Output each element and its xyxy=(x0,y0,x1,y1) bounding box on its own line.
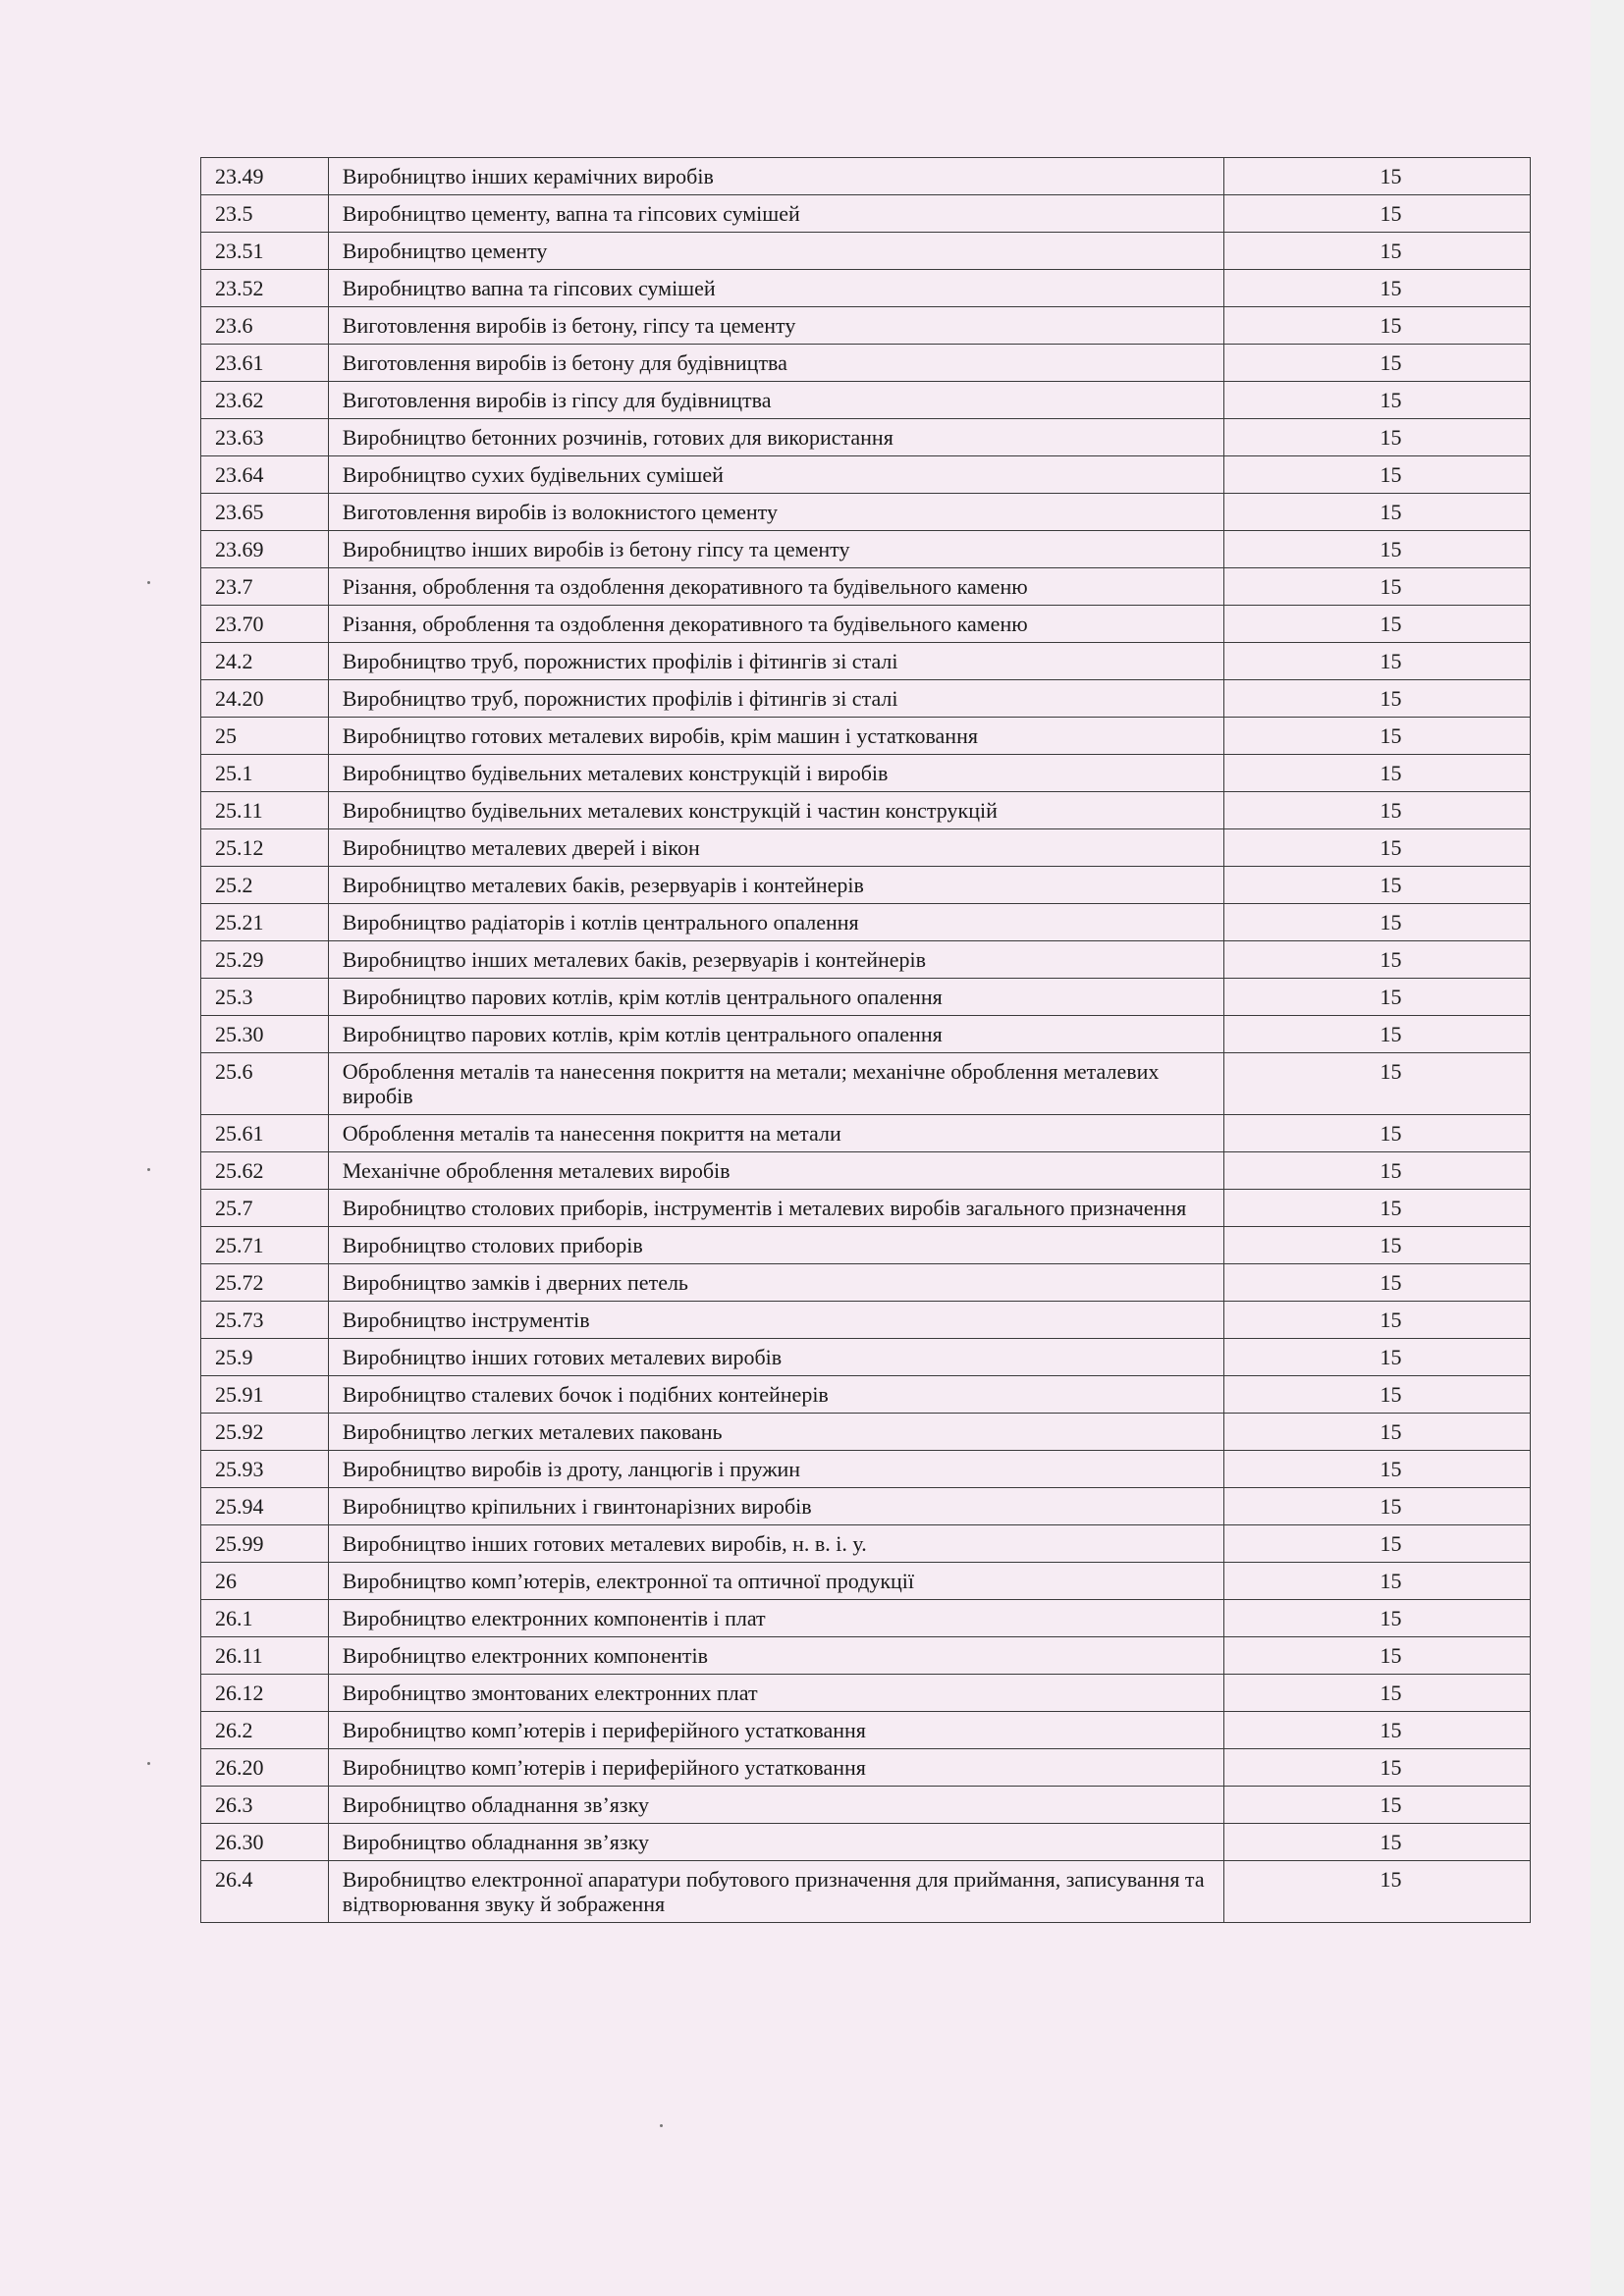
rate-cell: 15 xyxy=(1223,1563,1530,1600)
code-cell: 26.4 xyxy=(201,1861,329,1923)
table-row xyxy=(201,1190,1531,1227)
name-cell: Виробництво інших готових металевих виробів, н. в. і. у. xyxy=(328,1525,1223,1563)
name-cell: Виробництво інших металевих баків, резервуарів і контейнерів xyxy=(328,941,1223,979)
table-row xyxy=(201,606,1531,643)
name-cell: Виробництво бетонних розчинів, готових для використання xyxy=(328,419,1223,456)
name-cell: Виробництво обладнання зв’язку xyxy=(328,1824,1223,1861)
scan-speck xyxy=(147,581,150,584)
code-cell: 23.6 xyxy=(201,307,329,345)
table-row xyxy=(201,1376,1531,1414)
name-cell: Виробництво інших готових металевих виробів xyxy=(328,1339,1223,1376)
table-row xyxy=(201,718,1531,755)
code-cell: 26.3 xyxy=(201,1787,329,1824)
rate-cell: 15 xyxy=(1223,531,1530,568)
rate-cell: 15 xyxy=(1223,941,1530,979)
table-row xyxy=(201,1787,1531,1824)
rate-cell: 15 xyxy=(1223,1227,1530,1264)
name-cell: Виготовлення виробів із волокнистого цементу xyxy=(328,494,1223,531)
code-cell: 23.49 xyxy=(201,158,329,195)
rate-cell: 15 xyxy=(1223,270,1530,307)
code-cell: 26.1 xyxy=(201,1600,329,1637)
table-row xyxy=(201,1712,1531,1749)
rate-cell: 15 xyxy=(1223,1414,1530,1451)
code-cell: 25.71 xyxy=(201,1227,329,1264)
table-row xyxy=(201,1227,1531,1264)
name-cell: Виробництво труб, порожнистих профілів і фітингів зі сталі xyxy=(328,643,1223,680)
rate-cell: 15 xyxy=(1223,680,1530,718)
code-cell: 25.11 xyxy=(201,792,329,829)
code-cell: 25.72 xyxy=(201,1264,329,1302)
name-cell: Виробництво сталевих бочок і подібних контейнерів xyxy=(328,1376,1223,1414)
code-cell: 26.11 xyxy=(201,1637,329,1675)
rate-cell: 15 xyxy=(1223,568,1530,606)
activity-codes-table xyxy=(200,157,1531,1923)
rate-cell: 15 xyxy=(1223,456,1530,494)
rate-cell: 15 xyxy=(1223,419,1530,456)
name-cell: Виробництво сухих будівельних сумішей xyxy=(328,456,1223,494)
table-row xyxy=(201,1339,1531,1376)
table-row xyxy=(201,233,1531,270)
rate-cell: 15 xyxy=(1223,1712,1530,1749)
table-row xyxy=(201,494,1531,531)
scan-speck xyxy=(147,1168,150,1171)
code-cell: 26.30 xyxy=(201,1824,329,1861)
rate-cell: 15 xyxy=(1223,606,1530,643)
name-cell: Виробництво цементу, вапна та гіпсових сумішей xyxy=(328,195,1223,233)
table-row xyxy=(201,979,1531,1016)
rate-cell: 15 xyxy=(1223,382,1530,419)
code-cell: 25.7 xyxy=(201,1190,329,1227)
name-cell: Виробництво столових приборів xyxy=(328,1227,1223,1264)
rate-cell: 15 xyxy=(1223,829,1530,867)
rate-cell: 15 xyxy=(1223,195,1530,233)
code-cell: 25.30 xyxy=(201,1016,329,1053)
name-cell: Виробництво радіаторів і котлів центрального опалення xyxy=(328,904,1223,941)
table-row xyxy=(201,829,1531,867)
rate-cell: 15 xyxy=(1223,1861,1530,1923)
rate-cell: 15 xyxy=(1223,1637,1530,1675)
code-cell: 25.21 xyxy=(201,904,329,941)
name-cell: Виробництво вапна та гіпсових сумішей xyxy=(328,270,1223,307)
rate-cell: 15 xyxy=(1223,755,1530,792)
table-row xyxy=(201,456,1531,494)
table-row xyxy=(201,1749,1531,1787)
table-row xyxy=(201,270,1531,307)
rate-cell: 15 xyxy=(1223,1675,1530,1712)
rate-cell: 15 xyxy=(1223,233,1530,270)
name-cell: Виробництво готових металевих виробів, крім машин і устатковання xyxy=(328,718,1223,755)
name-cell: Виробництво виробів із дроту, ланцюгів і пружин xyxy=(328,1451,1223,1488)
code-cell: 23.5 xyxy=(201,195,329,233)
table-row xyxy=(201,158,1531,195)
name-cell: Виробництво інструментів xyxy=(328,1302,1223,1339)
name-cell: Виробництво інших керамічних виробів xyxy=(328,158,1223,195)
name-cell: Виробництво обладнання зв’язку xyxy=(328,1787,1223,1824)
table-row xyxy=(201,1563,1531,1600)
rate-cell: 15 xyxy=(1223,1016,1530,1053)
name-cell: Виготовлення виробів із бетону для будівництва xyxy=(328,345,1223,382)
table-row xyxy=(201,1600,1531,1637)
code-cell: 26.2 xyxy=(201,1712,329,1749)
code-cell: 24.20 xyxy=(201,680,329,718)
name-cell: Виробництво комп’ютерів і периферійного устатковання xyxy=(328,1749,1223,1787)
code-cell: 25.73 xyxy=(201,1302,329,1339)
name-cell: Виробництво парових котлів, крім котлів центрального опалення xyxy=(328,1016,1223,1053)
name-cell: Виробництво електронних компонентів і плат xyxy=(328,1600,1223,1637)
rate-cell: 15 xyxy=(1223,792,1530,829)
name-cell: Виробництво легких металевих паковань xyxy=(328,1414,1223,1451)
rate-cell: 15 xyxy=(1223,1190,1530,1227)
code-cell: 25.6 xyxy=(201,1053,329,1115)
code-cell: 25.91 xyxy=(201,1376,329,1414)
rate-cell: 15 xyxy=(1223,867,1530,904)
name-cell: Різання, оброблення та оздоблення декоративного та будівельного каменю xyxy=(328,568,1223,606)
scan-speck xyxy=(660,2124,663,2127)
rate-cell: 15 xyxy=(1223,1376,1530,1414)
table-row xyxy=(201,1675,1531,1712)
rate-cell: 15 xyxy=(1223,1115,1530,1152)
name-cell: Оброблення металів та нанесення покриття на метали; механічне оброблення металевих виробів xyxy=(328,1053,1223,1115)
scan-speck xyxy=(147,1762,150,1765)
name-cell: Виробництво інших виробів із бетону гіпсу та цементу xyxy=(328,531,1223,568)
table-row xyxy=(201,1488,1531,1525)
code-cell: 23.70 xyxy=(201,606,329,643)
table-row xyxy=(201,1264,1531,1302)
table-row xyxy=(201,755,1531,792)
rate-cell: 15 xyxy=(1223,307,1530,345)
name-cell: Механічне оброблення металевих виробів xyxy=(328,1152,1223,1190)
code-cell: 25.3 xyxy=(201,979,329,1016)
rate-cell: 15 xyxy=(1223,494,1530,531)
name-cell: Виробництво парових котлів, крім котлів центрального опалення xyxy=(328,979,1223,1016)
code-cell: 26.20 xyxy=(201,1749,329,1787)
rate-cell: 15 xyxy=(1223,1749,1530,1787)
table-row xyxy=(201,568,1531,606)
name-cell: Різання, оброблення та оздоблення декоративного та будівельного каменю xyxy=(328,606,1223,643)
table-row xyxy=(201,195,1531,233)
name-cell: Виготовлення виробів із гіпсу для будівництва xyxy=(328,382,1223,419)
code-cell: 23.61 xyxy=(201,345,329,382)
rate-cell: 15 xyxy=(1223,1451,1530,1488)
rate-cell: 15 xyxy=(1223,1264,1530,1302)
rate-cell: 15 xyxy=(1223,1787,1530,1824)
name-cell: Виробництво труб, порожнистих профілів і фітингів зі сталі xyxy=(328,680,1223,718)
rate-cell: 15 xyxy=(1223,1152,1530,1190)
code-cell: 23.62 xyxy=(201,382,329,419)
name-cell: Виробництво будівельних металевих конструкцій і частин конструкцій xyxy=(328,792,1223,829)
table-row xyxy=(201,1451,1531,1488)
code-cell: 26 xyxy=(201,1563,329,1600)
table-row xyxy=(201,1637,1531,1675)
rate-cell: 15 xyxy=(1223,643,1530,680)
code-cell: 25.62 xyxy=(201,1152,329,1190)
name-cell: Виробництво металевих дверей і вікон xyxy=(328,829,1223,867)
code-cell: 23.65 xyxy=(201,494,329,531)
code-cell: 25.12 xyxy=(201,829,329,867)
table-row xyxy=(201,531,1531,568)
code-cell: 25.29 xyxy=(201,941,329,979)
table-row xyxy=(201,1016,1531,1053)
code-cell: 26.12 xyxy=(201,1675,329,1712)
table-row xyxy=(201,345,1531,382)
code-cell: 23.69 xyxy=(201,531,329,568)
code-cell: 24.2 xyxy=(201,643,329,680)
code-cell: 25.1 xyxy=(201,755,329,792)
table-row xyxy=(201,643,1531,680)
table-row xyxy=(201,1861,1531,1923)
table-row xyxy=(201,1525,1531,1563)
rate-cell: 15 xyxy=(1223,1302,1530,1339)
code-cell: 23.52 xyxy=(201,270,329,307)
table-row xyxy=(201,1152,1531,1190)
rate-cell: 15 xyxy=(1223,1600,1530,1637)
rate-cell: 15 xyxy=(1223,1053,1530,1115)
table-row xyxy=(201,307,1531,345)
rate-cell: 15 xyxy=(1223,1525,1530,1563)
code-cell: 25.92 xyxy=(201,1414,329,1451)
rate-cell: 15 xyxy=(1223,1488,1530,1525)
code-cell: 23.64 xyxy=(201,456,329,494)
name-cell: Виробництво будівельних металевих конструкцій і виробів xyxy=(328,755,1223,792)
table-row xyxy=(201,1414,1531,1451)
name-cell: Виробництво столових приборів, інструментів і металевих виробів загального призначення xyxy=(328,1190,1223,1227)
table-row xyxy=(201,382,1531,419)
name-cell: Виробництво електронної апаратури побутового призначення для приймання, записування та відтворювання звуку й зображення xyxy=(328,1861,1223,1923)
code-cell: 25.9 xyxy=(201,1339,329,1376)
table-body xyxy=(201,158,1531,1923)
rate-cell: 15 xyxy=(1223,979,1530,1016)
table-row xyxy=(201,904,1531,941)
table-row xyxy=(201,680,1531,718)
name-cell: Виробництво комп’ютерів і периферійного устатковання xyxy=(328,1712,1223,1749)
rate-cell: 15 xyxy=(1223,1824,1530,1861)
code-cell: 25.99 xyxy=(201,1525,329,1563)
table-row xyxy=(201,1115,1531,1152)
code-cell: 25.94 xyxy=(201,1488,329,1525)
rate-cell: 15 xyxy=(1223,1339,1530,1376)
scan-edge xyxy=(1591,0,1624,2296)
name-cell: Виготовлення виробів із бетону, гіпсу та цементу xyxy=(328,307,1223,345)
rate-cell: 15 xyxy=(1223,904,1530,941)
rate-cell: 15 xyxy=(1223,158,1530,195)
name-cell: Виробництво металевих баків, резервуарів і контейнерів xyxy=(328,867,1223,904)
name-cell: Виробництво кріпильних і гвинтонарізних виробів xyxy=(328,1488,1223,1525)
code-cell: 25 xyxy=(201,718,329,755)
code-cell: 23.63 xyxy=(201,419,329,456)
table-row xyxy=(201,1824,1531,1861)
name-cell: Виробництво замків і дверних петель xyxy=(328,1264,1223,1302)
name-cell: Виробництво цементу xyxy=(328,233,1223,270)
rate-cell: 15 xyxy=(1223,345,1530,382)
table-row xyxy=(201,941,1531,979)
name-cell: Виробництво змонтованих електронних плат xyxy=(328,1675,1223,1712)
name-cell: Оброблення металів та нанесення покриття на метали xyxy=(328,1115,1223,1152)
table-row xyxy=(201,867,1531,904)
code-cell: 25.93 xyxy=(201,1451,329,1488)
code-cell: 25.61 xyxy=(201,1115,329,1152)
code-cell: 23.51 xyxy=(201,233,329,270)
table-row xyxy=(201,1302,1531,1339)
name-cell: Виробництво комп’ютерів, електронної та оптичної продукції xyxy=(328,1563,1223,1600)
rate-cell: 15 xyxy=(1223,718,1530,755)
code-cell: 25.2 xyxy=(201,867,329,904)
code-cell: 23.7 xyxy=(201,568,329,606)
table-row xyxy=(201,419,1531,456)
table-row xyxy=(201,1053,1531,1115)
table-row xyxy=(201,792,1531,829)
name-cell: Виробництво електронних компонентів xyxy=(328,1637,1223,1675)
